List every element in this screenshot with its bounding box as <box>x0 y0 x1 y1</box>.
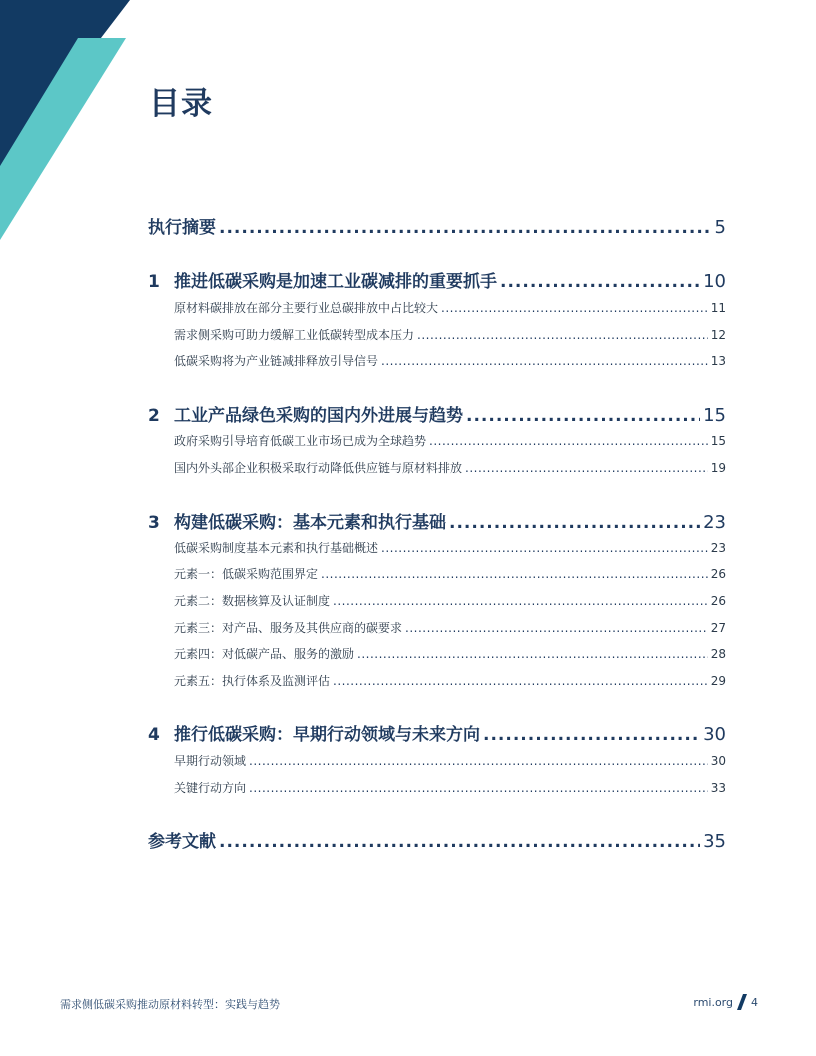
dot-leader <box>333 674 708 688</box>
section-page: 15 <box>703 405 726 426</box>
section-page: 23 <box>703 512 726 533</box>
subentry-page: 26 <box>710 567 726 581</box>
dot-leader <box>249 754 708 768</box>
toc-subentry[interactable] <box>174 459 726 476</box>
toc-subentry[interactable] <box>174 432 726 449</box>
subentry-page: 23 <box>710 541 726 555</box>
section-number: 2 <box>148 406 160 426</box>
dot-leader <box>449 513 700 533</box>
section-title: 推行低碳采购：早期行动领域与未来方向 <box>174 725 480 745</box>
toc-entry-page: 5 <box>714 217 726 238</box>
subentry-page: 28 <box>710 647 726 661</box>
footer-document-title: 需求侧低碳采购推动原材料转型：实践与趋势 <box>60 998 280 1011</box>
dot-leader <box>357 647 708 661</box>
dot-leader <box>429 434 708 448</box>
subentry-label: 国内外头部企业积极采取行动降低供应链与原材料排放 <box>174 461 463 475</box>
toc-entry-label: 执行摘要 <box>148 218 216 238</box>
dot-leader <box>466 406 700 426</box>
toc-subentry[interactable] <box>174 619 726 636</box>
toc-subentry[interactable] <box>174 565 726 582</box>
section-title: 工业产品绿色采购的国内外进展与趋势 <box>174 406 463 426</box>
corner-decoration <box>0 0 140 250</box>
toc-subentry[interactable] <box>174 326 726 343</box>
subentry-page: 27 <box>710 621 726 635</box>
section-title: 推进低碳采购是加速工业碳减排的重要抓手 <box>174 272 497 292</box>
toc-subentry[interactable] <box>174 539 726 556</box>
toc-entry-page: 35 <box>703 831 726 852</box>
toc-subentry[interactable] <box>174 352 726 369</box>
toc-section-1[interactable] <box>148 267 726 292</box>
subentry-page: 11 <box>710 301 726 315</box>
toc-subentry[interactable] <box>174 672 726 689</box>
dot-leader <box>500 272 700 292</box>
dot-leader <box>441 301 708 315</box>
dot-leader <box>465 461 708 475</box>
toc-entry-executive-summary[interactable] <box>148 213 726 238</box>
subentry-label: 低碳采购将为产业链减排释放引导信号 <box>174 354 379 368</box>
subentry-label: 政府采购引导培育低碳工业市场已成为全球趋势 <box>174 434 427 448</box>
toc-subentry[interactable] <box>174 299 726 316</box>
subentry-label: 关键行动方向 <box>174 781 247 795</box>
footer-page-number: 4 <box>751 995 758 1009</box>
dot-leader <box>381 354 708 368</box>
subentry-label: 需求侧采购可助力缓解工业低碳转型成本压力 <box>174 328 415 342</box>
dot-leader <box>333 594 708 608</box>
subentry-label: 元素三：对产品、服务及其供应商的碳要求 <box>174 621 403 635</box>
toc-subentry[interactable] <box>174 645 726 662</box>
section-page: 10 <box>703 271 726 292</box>
toc-subentry[interactable] <box>174 779 726 796</box>
slash-icon <box>737 994 747 1010</box>
dot-leader <box>219 832 700 852</box>
subentry-page: 29 <box>710 674 726 688</box>
dot-leader <box>483 725 700 745</box>
subentry-label: 元素五：执行体系及监测评估 <box>174 674 331 688</box>
subentry-label: 低碳采购制度基本元素和执行基础概述 <box>174 541 379 555</box>
subentry-page: 12 <box>710 328 726 342</box>
toc-section-2[interactable] <box>148 401 726 426</box>
dot-leader <box>417 328 708 342</box>
toc-entry-label: 参考文献 <box>148 832 216 852</box>
section-title: 构建低碳采购：基本元素和执行基础 <box>174 513 446 533</box>
section-page: 30 <box>703 724 726 745</box>
subentry-page: 19 <box>710 461 726 475</box>
toc-section-4[interactable] <box>148 720 726 745</box>
toc-entry-references[interactable] <box>148 827 726 852</box>
section-number: 1 <box>148 272 160 292</box>
subentry-label: 元素四：对低碳产品、服务的激励 <box>174 647 355 661</box>
section-number: 4 <box>148 725 160 745</box>
page-title: 目录 <box>149 86 213 122</box>
dot-leader <box>381 541 708 555</box>
subentry-page: 30 <box>710 754 726 768</box>
subentry-label: 原材料碳排放在部分主要行业总碳排放中占比较大 <box>174 301 439 315</box>
subentry-page: 15 <box>710 434 726 448</box>
toc-subentry[interactable] <box>174 592 726 609</box>
section-number: 3 <box>148 513 160 533</box>
dot-leader <box>249 781 708 795</box>
subentry-page: 33 <box>710 781 726 795</box>
subentry-page: 13 <box>710 354 726 368</box>
footer-page-info <box>693 994 758 1010</box>
footer-site-link[interactable]: rmi.org <box>693 995 733 1009</box>
subentry-label: 元素二：数据核算及认证制度 <box>174 594 331 608</box>
toc-subentry[interactable] <box>174 752 726 769</box>
toc-section-3[interactable] <box>148 508 726 533</box>
dot-leader <box>405 621 708 635</box>
subentry-label: 元素一：低碳采购范围界定 <box>174 567 319 581</box>
dot-leader <box>219 218 712 238</box>
subentry-label: 早期行动领域 <box>174 754 247 768</box>
dot-leader <box>321 567 708 581</box>
subentry-page: 26 <box>710 594 726 608</box>
